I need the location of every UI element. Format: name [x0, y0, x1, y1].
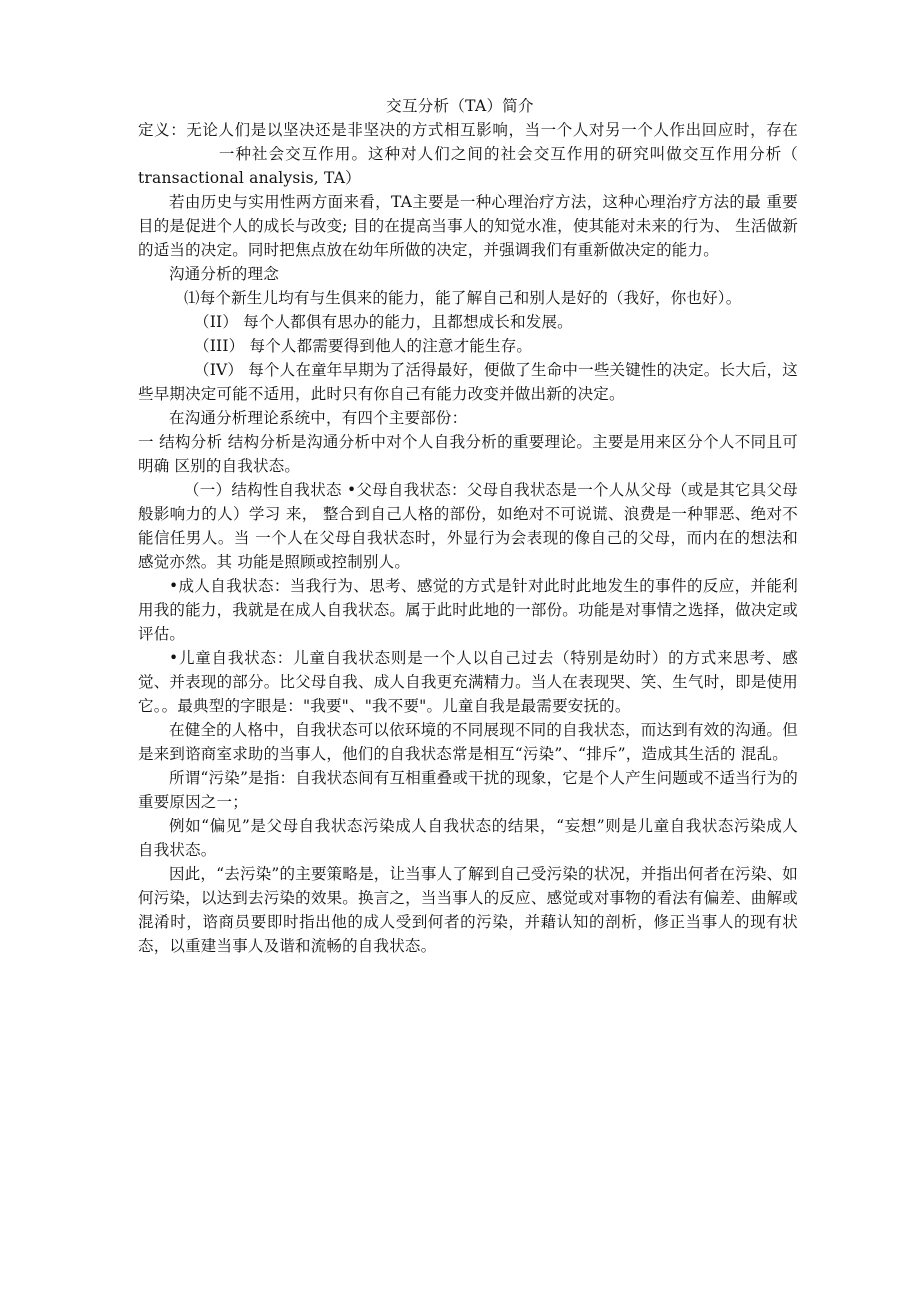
- system-intro: 在沟通分析理论系统中，有四个主要部份：: [169, 409, 468, 427]
- decontamination-paragraph: 因此，“去污染”的主要策略是，让当事人了解到自己受污染的状况，并指出何者在污染、如何污染，以达到去污染的效果。换言之，当当事人的反应、感觉或对事物的看法有偏差、曲解或混淆时，谘商员要即时指出他的成人受到何者的污染，并藉认知的剖析，修正当事人的现有状态，以重建当事人及谐和流畅的自我状态。: [138, 865, 798, 955]
- concept-item-4: （IV） 每个人在童年早期为了活得最好，便做了生命中一些关键性的决定。长大后，这 些早期决定可能不适用，此时只有你自己有能力改变并做出新的决定。: [138, 361, 798, 403]
- healthy-personality-paragraph: 在健全的人格中，自我状态可以依环境的不同展现不同的自我状态，而达到有效的沟通。但是来到谘商室求助的当事人，他们的自我状态常是相互“污染”、“排斥”，造成其生活的 混乱。: [138, 721, 798, 763]
- structure-analysis-paragraph: 一 结构分析 结构分析是沟通分析中对个人自我分析的重要理论。主要是用来区分个人不同且可明确 区别的自我状态。: [138, 433, 798, 475]
- adult-ego-paragraph: •成人自我状态：当我行为、思考、感觉的方式是针对此时此地发生的事件的反应，并能利用我的能力，我就是在成人自我状态。属于此时此地的一部份。功能是对事情之选择，做决定或评估。: [138, 577, 798, 643]
- history-paragraph: 若由历史与实用性两方面来看，TA主要是一种心理治疗方法，这种心理治疗方法的最 重要目的是促进个人的成长与改变; 目的在提高当事人的知觉水准，使其能对未来的行为、 生活做新的适当的决定。同时把焦点放在幼年所做的决定，并强调我们有重新做决定的能力。: [138, 193, 798, 259]
- concept-item-3: （III） 每个人都需要得到他人的注意才能生存。: [194, 337, 533, 355]
- concept-item-1: ⑴每个新生儿均有与生俱来的能力，能了解自己和别人是好的（我好，你也好）。: [184, 289, 742, 307]
- definition-line-2: 一种社会交互作用。这种对人们之间的社会交互作用的研究叫做交互作用分析（ transactional analysis, TA）: [138, 145, 798, 187]
- concept-heading: 沟通分析的理念: [169, 265, 279, 283]
- document-body: [138, 118, 798, 958]
- document-title: 交互分析（TA）简介: [386, 97, 534, 115]
- concept-item-2: （II） 每个人都俱有思办的能力，且都想成长和发展。: [194, 313, 573, 331]
- child-ego-paragraph: •儿童自我状态：儿童自我状态则是一个人以自己过去（特别是幼时）的方式来思考、感觉、并表现的部分。比父母自我、成人自我更充满精力。当人在表现哭、笑、生气时，即是使用它。。最典型的字眼是："我要"、"我不要"。儿童自我是最需要安抚的。: [138, 649, 798, 715]
- definition-line-1: 定义：无论人们是以坚决还是非坚决的方式相互影响，当一个人对另一个人作出回应时，存在: [138, 121, 798, 139]
- contamination-example-paragraph: 例如“偏见”是父母自我状态污染成人自我状态的结果，“妄想”则是儿童自我状态污染成人自我状态。: [138, 817, 798, 859]
- parent-ego-paragraph: （一）结构性自我状态 •父母自我状态：父母自我状态是一个人从父母（或是其它具父母般影响力的人）学习 来， 整合到自己人格的部份，如绝对不可说谎、浪费是一种罪恶、绝对不能信任男人。当 一个人在父母自我状态时，外显行为会表现的像自己的父母，而内在的想法和感觉亦然。其 功能是照顾或控制别人。: [138, 481, 798, 571]
- definition-paragraph: [138, 118, 798, 190]
- contamination-definition-paragraph: 所谓“污染”是指：自我状态间有互相重叠或干扰的现象，它是个人产生问题或不适当行为的重要原因之一；: [138, 769, 798, 811]
